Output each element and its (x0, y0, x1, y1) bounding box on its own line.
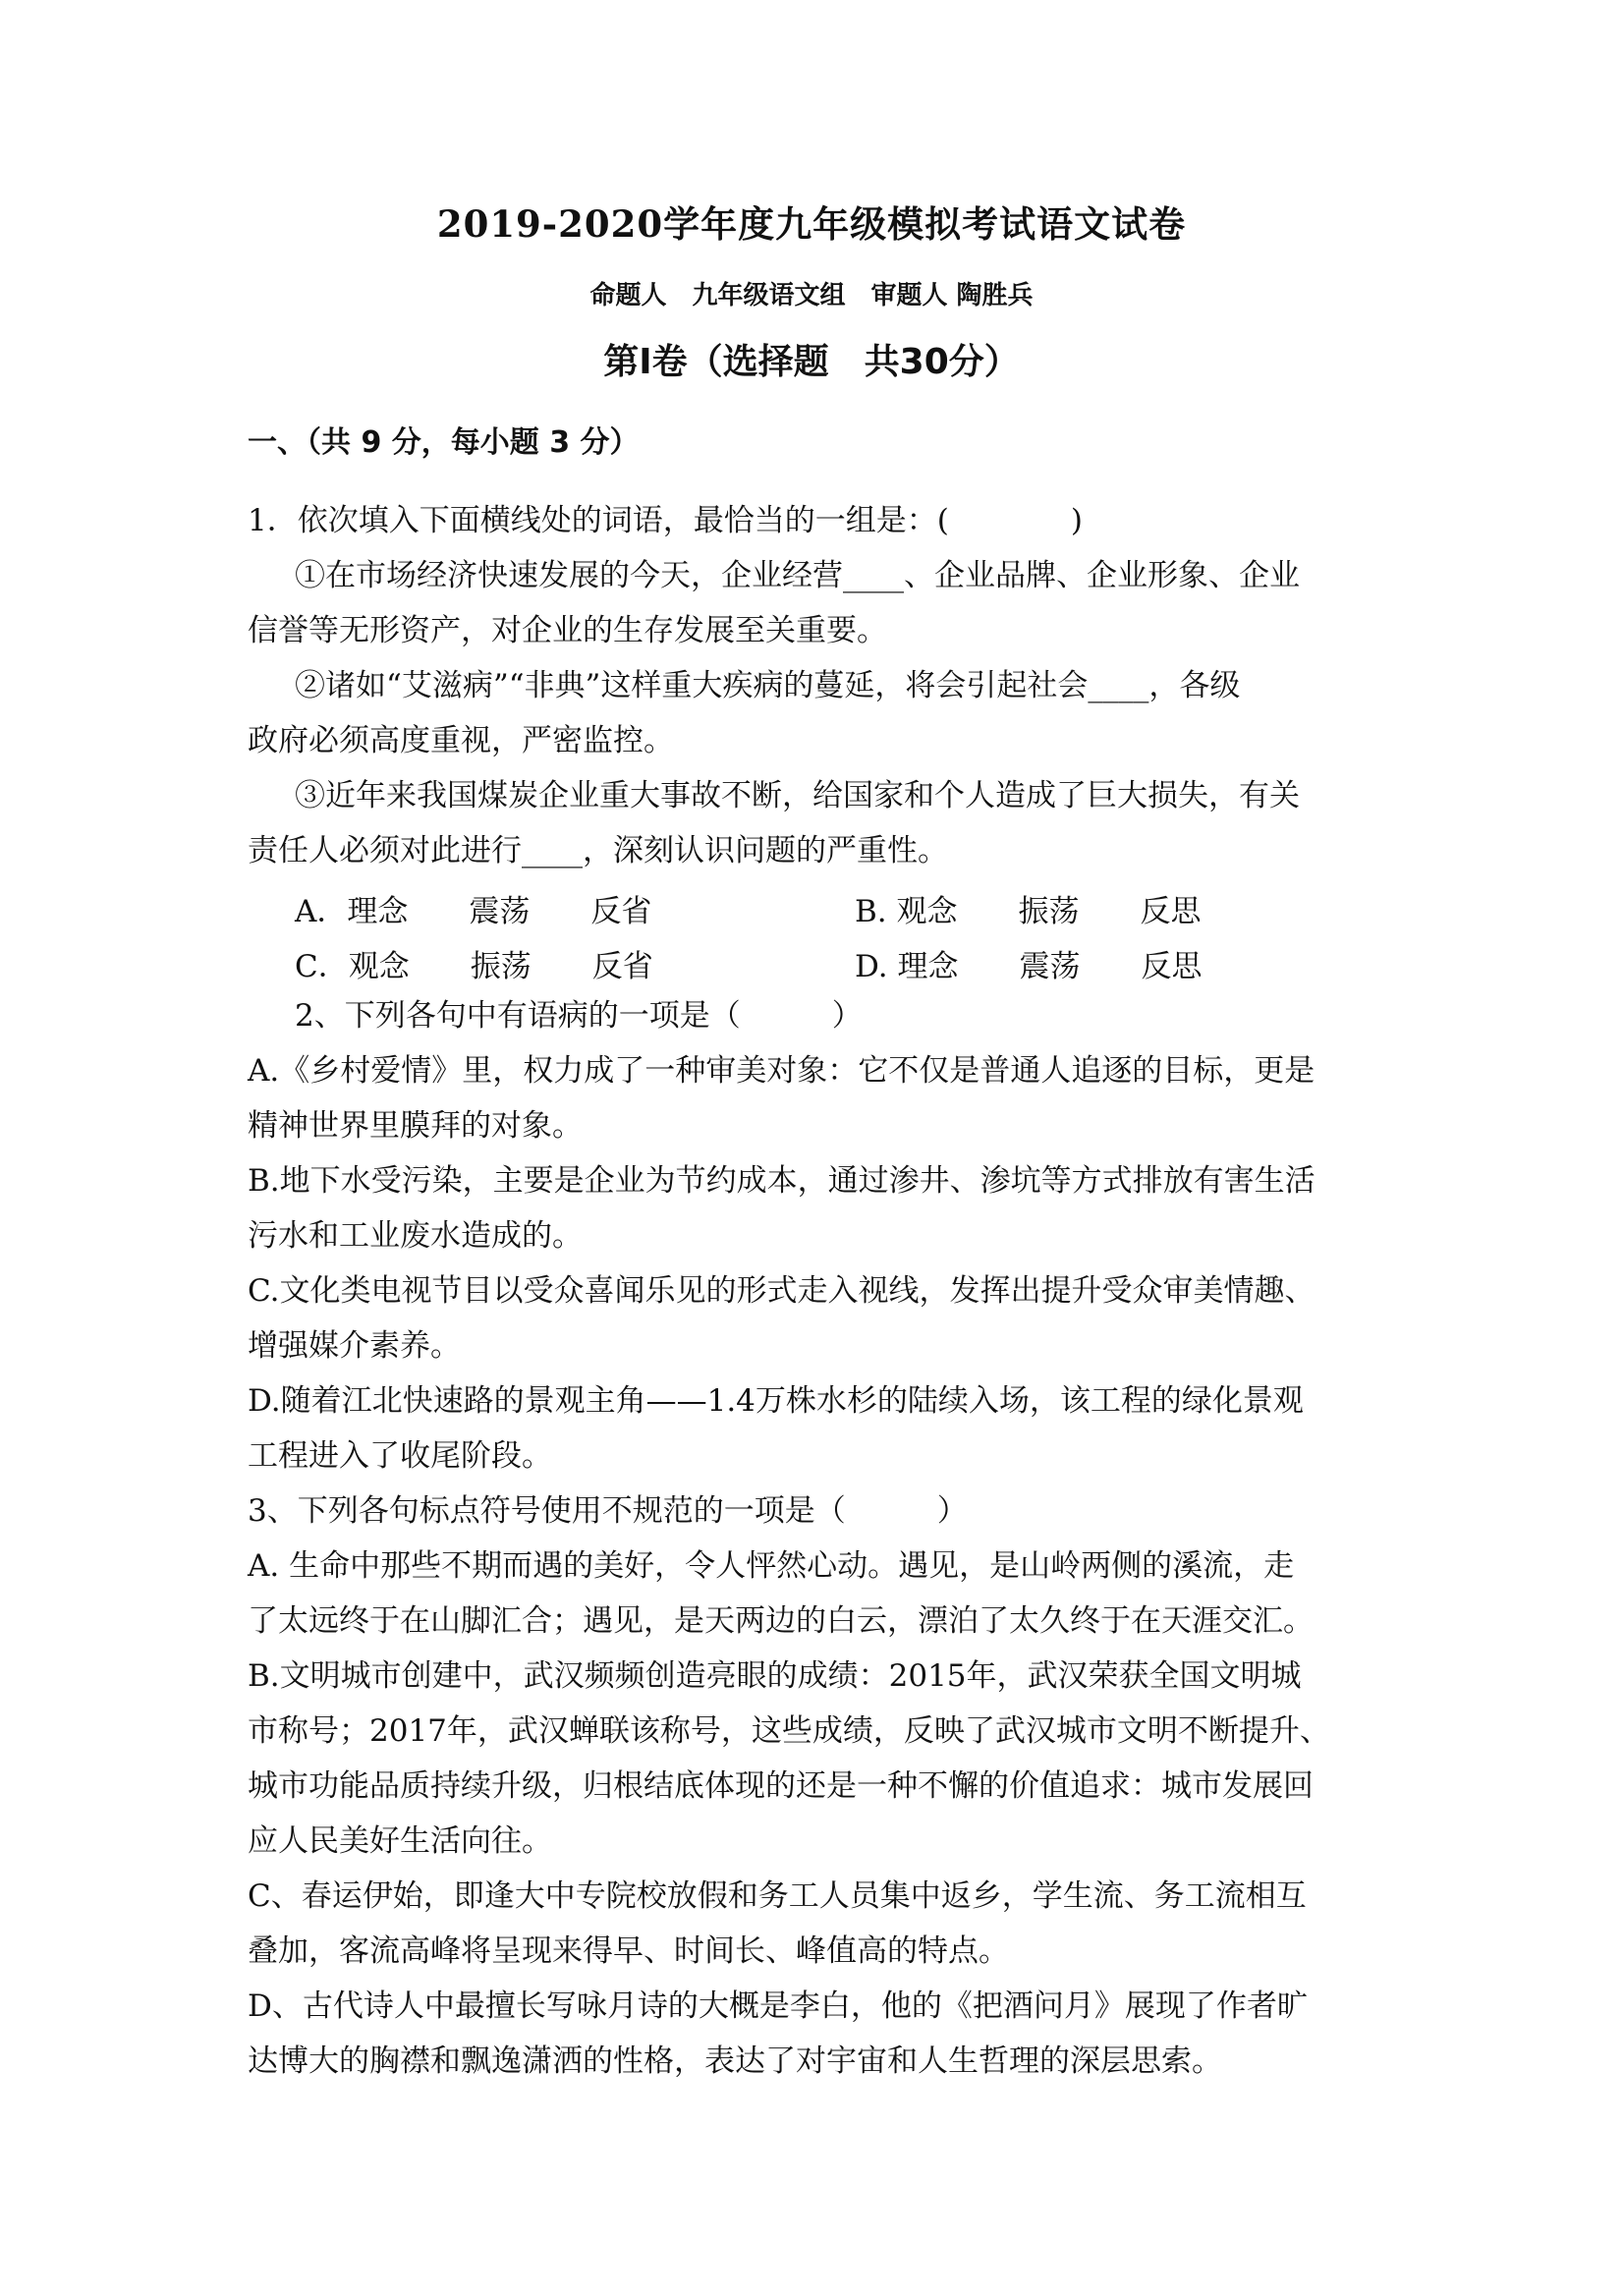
q2-option-a-line1: A.《乡村爱情》里，权力成了一种审美对象：它不仅是普通人追逐的目标，更是 (248, 1053, 1315, 1089)
q2-option-d-line1: D.随着江北快速路的景观主角——1.4万株水杉的陆续入场，该工程的绿化景观 (248, 1383, 1304, 1419)
q2-option-c-line2: 增强媒介素养。 (248, 1328, 461, 1364)
q3-option-b-line3: 城市功能品质持续升级，归根结底体现的还是一种不懈的价值追求：城市发展回 (248, 1768, 1314, 1804)
q1-sentence2-line1: ②诸如“艾滋病”“非典”这样重大疾病的蔓延，将会引起社会____，各级 (295, 668, 1241, 703)
q2-option-a-line2: 精神世界里膜拜的对象。 (248, 1108, 583, 1144)
q2-option-c-line1: C.文化类电视节目以受众喜闻乐见的形式走入视线，发挥出提升受众审美情趣、 (248, 1273, 1315, 1309)
section-one-heading: 一、（共 9 分，每小题 3 分） (248, 425, 640, 460)
exam-authors: 命题人 九年级语文组 审题人 陶胜兵 (589, 281, 1034, 310)
q2-option-d-line2: 工程进入了收尾阶段。 (248, 1438, 552, 1474)
q1-sentence2-line2: 政府必须高度重视，严密监控。 (248, 723, 674, 758)
q1-sentence1-line1: ①在市场经济快速发展的今天，企业经营____、企业品牌、企业形象、企业 (295, 558, 1300, 593)
q1-option-b: B. 观念 振荡 反思 (855, 894, 1202, 929)
q1-option-c: C．观念 振荡 反省 (295, 949, 653, 984)
q1-sentence3-line1: ③近年来我国煤炭企业重大事故不断，给国家和个人造成了巨大损失，有关 (295, 778, 1300, 813)
part-one-title: 第Ⅰ卷（选择题 共30分） (603, 342, 1020, 382)
q3-option-d-line2: 达博大的胸襟和飘逸潇洒的性格，表达了对宇宙和人生哲理的深层思索。 (248, 2044, 1222, 2079)
q3-option-c-line2: 叠加，客流高峰将呈现来得早、时间长、峰值高的特点。 (248, 1933, 1009, 1969)
q3-option-a-line1: A. 生命中那些不期而遇的美好，令人怦然心动。遇见，是山岭两侧的溪流，走 (248, 1548, 1295, 1584)
q2-stem: 2、下列各句中有语病的一项是（ ） (295, 998, 863, 1034)
q1-option-d: D. 理念 震荡 反思 (855, 949, 1203, 984)
q1-stem: 1．依次填入下面横线处的词语，最恰当的一组是：( ) (248, 503, 1083, 538)
q3-option-d-line1: D、古代诗人中最擅长写咏月诗的大概是李白，他的《把酒问月》展现了作者旷 (248, 1988, 1308, 2024)
q1-option-a: A．理念 震荡 反省 (295, 894, 652, 929)
q3-option-b-line1: B.文明城市创建中，武汉频频创造亮眼的成绩：2015年，武汉荣获全国文明城 (248, 1658, 1302, 1694)
q1-sentence1-line2: 信誉等无形资产，对企业的生存发展至关重要。 (248, 613, 887, 648)
q3-option-a-line2: 了太远终于在山脚汇合；遇见，是天两边的白云，漂泊了太久终于在天涯交汇。 (248, 1603, 1314, 1639)
q3-stem: 3、下列各句标点符号使用不规范的一项是（ ） (248, 1493, 968, 1529)
q3-option-b-line4: 应人民美好生活向往。 (248, 1823, 552, 1859)
q1-sentence3-line2: 责任人必须对此进行____，深刻认识问题的严重性。 (248, 833, 948, 868)
q2-option-b-line1: B.地下水受污染，主要是企业为节约成本，通过渗井、渗坑等方式排放有害生活 (248, 1163, 1315, 1199)
exam-title: 2019-2020学年度九年级模拟考试语文试卷 (436, 202, 1187, 246)
q3-option-b-line2: 市称号；2017年，武汉蝉联该称号，这些成绩，反映了武汉城市文明不断提升、 (248, 1713, 1330, 1749)
q3-option-c-line1: C、春运伊始，即逢大中专院校放假和务工人员集中返乡，学生流、务工流相互 (248, 1878, 1307, 1914)
q2-option-b-line2: 污水和工业废水造成的。 (248, 1218, 583, 1254)
